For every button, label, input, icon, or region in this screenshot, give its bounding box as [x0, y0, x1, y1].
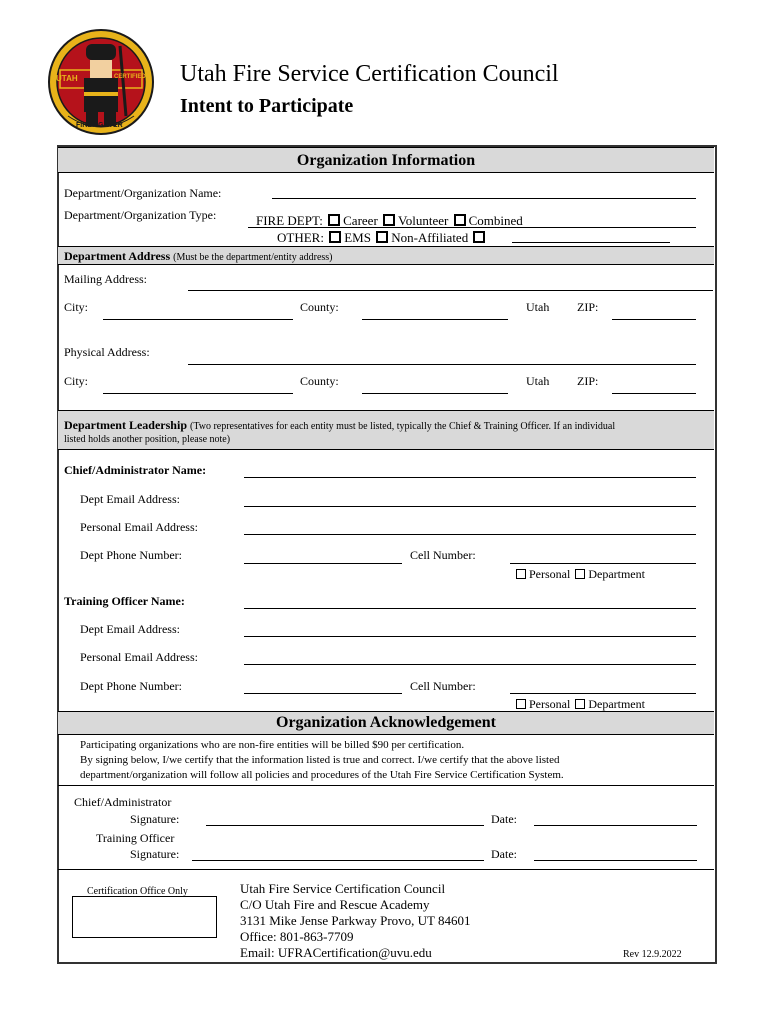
- office-only-label: Certification Office Only: [87, 886, 188, 897]
- footer-email[interactable]: Email: UFRACertification@uvu.edu: [240, 945, 432, 960]
- phys-zip-label: ZIP:: [577, 374, 599, 388]
- training-personal-email-field[interactable]: [244, 664, 696, 665]
- footer-address-3: 3131 Mike Jense Parkway Provo, UT 84601: [240, 913, 471, 928]
- training-dept-email-field[interactable]: [244, 636, 696, 637]
- fire-dept-label: FIRE DEPT:: [256, 213, 323, 228]
- checkbox-volunteer[interactable]: [383, 214, 395, 226]
- ack-divider: [58, 785, 714, 786]
- chief-checkbox-department[interactable]: [575, 569, 585, 579]
- org-type-underline: [248, 227, 696, 228]
- checkbox-career[interactable]: [328, 214, 340, 226]
- ack-heading: Organization Acknowledgement: [276, 714, 496, 731]
- option-career: Career: [343, 213, 378, 228]
- ack-line-2: By signing below, I/we certify that the information listed is true and correct. I/we certify that the above listed: [80, 754, 560, 766]
- mail-zip-label: ZIP:: [577, 300, 599, 314]
- training-dept-phone-field[interactable]: [244, 693, 402, 694]
- checkbox-combined[interactable]: [454, 214, 466, 226]
- other-label: OTHER:: [277, 230, 324, 245]
- training-name-field[interactable]: [244, 608, 696, 609]
- org-type-label: Department/Organization Type:: [64, 208, 217, 222]
- org-info-heading: Organization Information: [296, 152, 476, 169]
- phys-zip-field[interactable]: [612, 393, 696, 394]
- footer-address-1: Utah Fire Service Certification Council: [240, 881, 446, 896]
- office-only-box: [72, 896, 217, 938]
- training-date-label: Date:: [491, 847, 517, 861]
- chief-date-label: Date:: [491, 812, 517, 826]
- chief-option-department: Department: [588, 567, 645, 581]
- chief-name-label: Chief/Administrator Name:: [64, 463, 207, 477]
- logo-bottom-text: FIREFIGHTER: [76, 122, 123, 129]
- training-option-personal: Personal: [529, 697, 571, 711]
- leadership-note: (Two representatives for each entity must be listed, typically the Chief & Training Officer. If an individual: [190, 421, 616, 432]
- mail-county-label: County:: [300, 300, 339, 314]
- physical-label: Physical Address:: [64, 345, 150, 359]
- page-subtitle: Intent to Participate: [180, 95, 354, 117]
- training-cell-type-row: [514, 697, 645, 711]
- footer-phone: Office: 801-863-7709: [240, 929, 354, 944]
- mailing-label: Mailing Address:: [64, 272, 147, 286]
- mail-city-field[interactable]: [103, 319, 293, 320]
- chief-cell-label: Cell Number:: [410, 548, 476, 562]
- training-checkbox-department[interactable]: [575, 699, 585, 709]
- address-heading-row: [64, 249, 333, 265]
- mail-zip-field[interactable]: [612, 319, 696, 320]
- option-volunteer: Volunteer: [398, 213, 449, 228]
- other-specify-field[interactable]: [512, 242, 670, 243]
- training-dept-phone-label: Dept Phone Number:: [80, 679, 182, 693]
- chief-personal-email-field[interactable]: [244, 534, 696, 535]
- checkbox-non-affiliated[interactable]: [376, 231, 388, 243]
- physical-field[interactable]: [188, 364, 696, 365]
- chief-sig-label: Signature:: [130, 812, 180, 826]
- leadership-heading-row: [64, 418, 615, 434]
- org-name-field[interactable]: [272, 198, 696, 199]
- chief-option-personal: Personal: [529, 567, 571, 581]
- org-info-header: [58, 147, 714, 173]
- logo-top-text: UTAH: [56, 74, 78, 83]
- leadership-heading: Department Leadership: [64, 418, 187, 432]
- option-ems: EMS: [344, 230, 371, 245]
- mail-county-field[interactable]: [362, 319, 508, 320]
- training-sig-label: Signature:: [130, 847, 180, 861]
- mail-city-label: City:: [64, 300, 89, 314]
- training-signature-field[interactable]: [192, 860, 484, 861]
- revision-label: Rev 12.9.2022: [623, 949, 682, 960]
- chief-sig-title: Chief/Administrator: [74, 795, 172, 809]
- phys-state: Utah: [526, 374, 550, 388]
- chief-personal-email-label: Personal Email Address:: [80, 520, 198, 534]
- training-option-department: Department: [588, 697, 645, 711]
- training-cell-field[interactable]: [510, 693, 696, 694]
- leadership-note-2: listed holds another position, please note): [64, 434, 231, 445]
- chief-cell-field[interactable]: [510, 563, 696, 564]
- phys-county-label: County:: [300, 374, 339, 388]
- training-personal-email-label: Personal Email Address:: [80, 650, 198, 664]
- chief-name-field[interactable]: [244, 477, 696, 478]
- chief-signature-field[interactable]: [206, 825, 484, 826]
- option-non-affiliated: Non-Affiliated: [391, 230, 469, 245]
- page-title: Utah Fire Service Certification Council: [180, 61, 559, 87]
- option-combined: Combined: [468, 213, 523, 228]
- leadership-header: [58, 410, 714, 450]
- chief-date-field[interactable]: [534, 825, 697, 826]
- chief-checkbox-personal[interactable]: [516, 569, 526, 579]
- address-note: (Must be the department/entity address): [173, 252, 333, 263]
- chief-dept-phone-field[interactable]: [244, 563, 402, 564]
- training-sig-title: Training Officer: [96, 831, 175, 845]
- chief-dept-email-field[interactable]: [244, 506, 696, 507]
- ack-line-1: Participating organizations who are non-fire entities will be billed $90 per certification.: [80, 739, 465, 751]
- address-header: [58, 246, 714, 265]
- training-cell-label: Cell Number:: [410, 679, 476, 693]
- phys-county-field[interactable]: [362, 393, 508, 394]
- chief-dept-email-label: Dept Email Address:: [80, 492, 180, 506]
- logo-top-text-2: CERTIFIED: [114, 74, 146, 80]
- footer-address-2: C/O Utah Fire and Rescue Academy: [240, 897, 430, 912]
- ack-line-3: department/organization will follow all policies and procedures of the Utah Fire Service Certification System.: [80, 769, 564, 781]
- training-dept-email-label: Dept Email Address:: [80, 622, 180, 636]
- checkbox-other[interactable]: [473, 231, 485, 243]
- checkbox-ems[interactable]: [329, 231, 341, 243]
- mailing-field[interactable]: [188, 290, 713, 291]
- chief-dept-phone-label: Dept Phone Number:: [80, 548, 182, 562]
- org-name-label: Department/Organization Name:: [64, 186, 222, 200]
- training-date-field[interactable]: [534, 860, 697, 861]
- address-heading: Department Address: [64, 249, 171, 263]
- mail-state: Utah: [526, 300, 550, 314]
- chief-cell-type-row: [514, 567, 645, 581]
- phys-city-field[interactable]: [103, 393, 293, 394]
- training-name-label: Training Officer Name:: [64, 594, 185, 608]
- ack-header: [58, 711, 714, 735]
- other-row: [277, 231, 488, 245]
- phys-city-label: City:: [64, 374, 89, 388]
- footer-divider: [58, 869, 714, 870]
- training-checkbox-personal[interactable]: [516, 699, 526, 709]
- council-logo: [46, 26, 156, 138]
- fire-dept-row: [256, 214, 523, 228]
